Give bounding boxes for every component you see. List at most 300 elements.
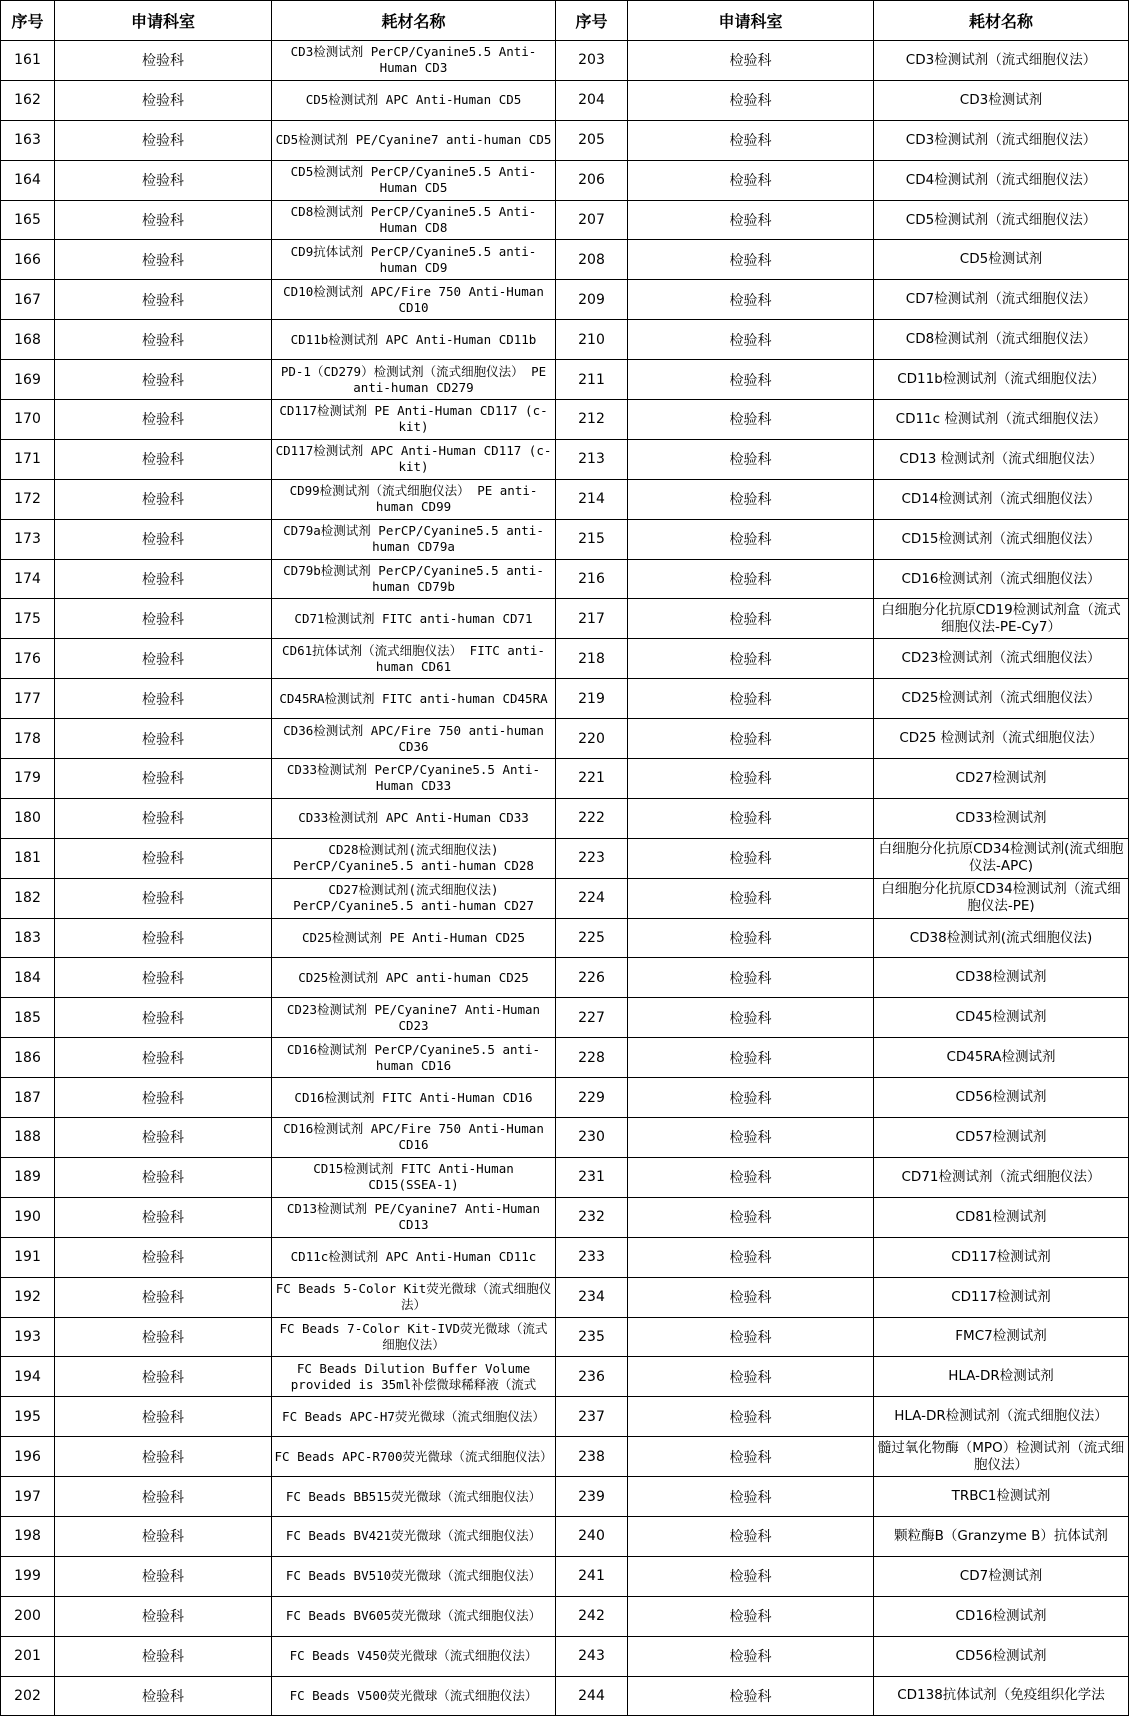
row-serial-no-2: 241 xyxy=(556,1556,628,1596)
row-supply-name: FC Beads V450荧光微球（流式细胞仪法） xyxy=(272,1636,556,1676)
row-serial-no: 183 xyxy=(1,918,55,958)
row-supply-name-2: CD8检测试剂（流式细胞仪法） xyxy=(874,320,1129,360)
row-serial-no: 191 xyxy=(1,1237,55,1277)
table-row xyxy=(1,1596,1129,1636)
row-department: 检验科 xyxy=(55,559,272,599)
row-department-2: 检验科 xyxy=(628,479,874,519)
row-serial-no: 164 xyxy=(1,160,55,200)
row-supply-name-2: HLA-DR检测试剂 xyxy=(874,1357,1129,1397)
row-supply-name: CD16检测试剂 FITC Anti-Human CD16 xyxy=(272,1078,556,1118)
table-row xyxy=(1,958,1129,998)
row-serial-no: 168 xyxy=(1,320,55,360)
row-supply-name: FC Beads V500荧光微球（流式细胞仪法） xyxy=(272,1676,556,1716)
row-serial-no-2: 227 xyxy=(556,998,628,1038)
row-supply-name-2: CD56检测试剂 xyxy=(874,1636,1129,1676)
table-row xyxy=(1,838,1129,878)
row-department: 检验科 xyxy=(55,798,272,838)
row-department-2: 检验科 xyxy=(628,878,874,918)
row-department: 检验科 xyxy=(55,1397,272,1437)
row-serial-no: 182 xyxy=(1,878,55,918)
row-department: 检验科 xyxy=(55,1676,272,1716)
row-serial-no: 179 xyxy=(1,759,55,799)
row-department: 检验科 xyxy=(55,1078,272,1118)
row-department: 检验科 xyxy=(55,958,272,998)
row-serial-no-2: 216 xyxy=(556,559,628,599)
row-supply-name-2: CD11b检测试剂（流式细胞仪法） xyxy=(874,360,1129,400)
row-serial-no: 195 xyxy=(1,1397,55,1437)
table-row xyxy=(1,1078,1129,1118)
row-serial-no: 177 xyxy=(1,679,55,719)
row-supply-name-2: CD57检测试剂 xyxy=(874,1118,1129,1158)
row-department-2: 检验科 xyxy=(628,1636,874,1676)
row-serial-no: 166 xyxy=(1,240,55,280)
row-supply-name: FC Beads BV510荧光微球（流式细胞仪法） xyxy=(272,1556,556,1596)
table-row xyxy=(1,1277,1129,1317)
row-supply-name: CD23检测试剂 PE/Cyanine7 Anti-Human CD23 xyxy=(272,998,556,1038)
table-row xyxy=(1,280,1129,320)
row-department: 检验科 xyxy=(55,479,272,519)
row-supply-name: CD25检测试剂 PE Anti-Human CD25 xyxy=(272,918,556,958)
row-supply-name-2: CD3检测试剂（流式细胞仪法） xyxy=(874,120,1129,160)
row-serial-no-2: 243 xyxy=(556,1636,628,1676)
header-department: 申请科室 xyxy=(55,1,272,41)
row-department-2: 检验科 xyxy=(628,240,874,280)
row-department-2: 检验科 xyxy=(628,320,874,360)
row-serial-no: 174 xyxy=(1,559,55,599)
row-department-2: 检验科 xyxy=(628,1317,874,1357)
row-department-2: 检验科 xyxy=(628,1477,874,1517)
row-serial-no-2: 203 xyxy=(556,41,628,81)
row-serial-no-2: 220 xyxy=(556,719,628,759)
row-supply-name: PD-1（CD279）检测试剂（流式细胞仪法） PE anti-human CD279 xyxy=(272,360,556,400)
table-row xyxy=(1,1477,1129,1517)
row-supply-name-2: CD38检测试剂 xyxy=(874,958,1129,998)
row-serial-no: 186 xyxy=(1,1038,55,1078)
row-department: 检验科 xyxy=(55,519,272,559)
row-supply-name: FC Beads BV421荧光微球（流式细胞仪法） xyxy=(272,1516,556,1556)
row-serial-no: 199 xyxy=(1,1556,55,1596)
row-serial-no-2: 204 xyxy=(556,80,628,120)
row-supply-name-2: CD33检测试剂 xyxy=(874,798,1129,838)
table-row xyxy=(1,41,1129,81)
row-department-2: 检验科 xyxy=(628,918,874,958)
row-department: 检验科 xyxy=(55,1277,272,1317)
row-department: 检验科 xyxy=(55,998,272,1038)
row-department: 检验科 xyxy=(55,878,272,918)
row-department: 检验科 xyxy=(55,360,272,400)
row-department-2: 检验科 xyxy=(628,160,874,200)
row-department: 检验科 xyxy=(55,439,272,479)
row-serial-no: 178 xyxy=(1,719,55,759)
table-row xyxy=(1,798,1129,838)
row-supply-name-2: 髓过氧化物酶（MPO）检测试剂（流式细胞仪法） xyxy=(874,1437,1129,1477)
row-department-2: 检验科 xyxy=(628,798,874,838)
row-supply-name: CD71检测试剂 FITC anti-human CD71 xyxy=(272,599,556,639)
row-serial-no: 187 xyxy=(1,1078,55,1118)
row-department: 检验科 xyxy=(55,240,272,280)
row-supply-name-2: CD4检测试剂（流式细胞仪法） xyxy=(874,160,1129,200)
row-department: 检验科 xyxy=(55,639,272,679)
row-serial-no: 181 xyxy=(1,838,55,878)
row-supply-name-2: CD7检测试剂（流式细胞仪法） xyxy=(874,280,1129,320)
table-row xyxy=(1,240,1129,280)
row-supply-name: CD79b检测试剂 PerCP/Cyanine5.5 anti-human CD79b xyxy=(272,559,556,599)
table-row xyxy=(1,719,1129,759)
row-department: 检验科 xyxy=(55,1237,272,1277)
row-department-2: 检验科 xyxy=(628,719,874,759)
row-supply-name: CD28检测试剂(流式细胞仪法) PerCP/Cyanine5.5 anti-human CD28 xyxy=(272,838,556,878)
row-serial-no: 173 xyxy=(1,519,55,559)
row-serial-no: 176 xyxy=(1,639,55,679)
row-department-2: 检验科 xyxy=(628,1397,874,1437)
row-serial-no: 180 xyxy=(1,798,55,838)
row-serial-no: 163 xyxy=(1,120,55,160)
row-serial-no-2: 223 xyxy=(556,838,628,878)
row-department: 检验科 xyxy=(55,41,272,81)
table-row xyxy=(1,998,1129,1038)
row-supply-name: CD16检测试剂 APC/Fire 750 Anti-Human CD16 xyxy=(272,1118,556,1158)
row-department: 检验科 xyxy=(55,719,272,759)
row-serial-no: 185 xyxy=(1,998,55,1038)
row-serial-no-2: 237 xyxy=(556,1397,628,1437)
row-supply-name-2: CD3检测试剂 xyxy=(874,80,1129,120)
row-serial-no: 193 xyxy=(1,1317,55,1357)
row-department-2: 检验科 xyxy=(628,1078,874,1118)
table-row xyxy=(1,639,1129,679)
row-supply-name: CD15检测试剂 FITC Anti-Human CD15(SSEA-1) xyxy=(272,1157,556,1197)
header-supply-name: 耗材名称 xyxy=(272,1,556,41)
row-supply-name-2: TRBC1检测试剂 xyxy=(874,1477,1129,1517)
row-department: 检验科 xyxy=(55,599,272,639)
row-supply-name: CD27检测试剂(流式细胞仪法) PerCP/Cyanine5.5 anti-human CD27 xyxy=(272,878,556,918)
row-supply-name: CD117检测试剂 PE Anti-Human CD117 (c-kit) xyxy=(272,400,556,440)
row-serial-no: 200 xyxy=(1,1596,55,1636)
row-serial-no: 194 xyxy=(1,1357,55,1397)
row-serial-no-2: 231 xyxy=(556,1157,628,1197)
row-serial-no-2: 217 xyxy=(556,599,628,639)
row-supply-name-2: CD3检测试剂（流式细胞仪法） xyxy=(874,41,1129,81)
row-supply-name-2: CD5检测试剂 xyxy=(874,240,1129,280)
row-serial-no: 188 xyxy=(1,1118,55,1158)
header-serial-no-2: 序号 xyxy=(556,1,628,41)
row-department-2: 检验科 xyxy=(628,1556,874,1596)
table-row xyxy=(1,559,1129,599)
row-serial-no-2: 242 xyxy=(556,1596,628,1636)
table-row xyxy=(1,1157,1129,1197)
row-department: 检验科 xyxy=(55,1556,272,1596)
row-serial-no-2: 208 xyxy=(556,240,628,280)
row-supply-name: CD117检测试剂 APC Anti-Human CD117 (c-kit) xyxy=(272,439,556,479)
row-serial-no: 172 xyxy=(1,479,55,519)
table-row xyxy=(1,878,1129,918)
row-serial-no-2: 224 xyxy=(556,878,628,918)
row-department: 检验科 xyxy=(55,838,272,878)
row-supply-name-2: 白细胞分化抗原CD34检测试剂（流式细胞仪法-PE) xyxy=(874,878,1129,918)
row-department: 检验科 xyxy=(55,1437,272,1477)
table-row xyxy=(1,160,1129,200)
header-serial-no: 序号 xyxy=(1,1,55,41)
row-serial-no: 167 xyxy=(1,280,55,320)
row-serial-no-2: 225 xyxy=(556,918,628,958)
row-supply-name: FC Beads 5-Color Kit荧光微球（流式细胞仪法） xyxy=(272,1277,556,1317)
table-row xyxy=(1,679,1129,719)
row-supply-name-2: CD45RA检测试剂 xyxy=(874,1038,1129,1078)
row-supply-name: CD11c检测试剂 APC Anti-Human CD11c xyxy=(272,1237,556,1277)
row-supply-name: FC Beads 7-Color Kit-IVD荧光微球（流式细胞仪法） xyxy=(272,1317,556,1357)
row-serial-no-2: 232 xyxy=(556,1197,628,1237)
table-row xyxy=(1,1516,1129,1556)
table-row xyxy=(1,1237,1129,1277)
row-department-2: 检验科 xyxy=(628,120,874,160)
row-supply-name: CD5检测试剂 PerCP/Cyanine5.5 Anti-Human CD5 xyxy=(272,160,556,200)
row-department: 检验科 xyxy=(55,1357,272,1397)
row-serial-no: 165 xyxy=(1,200,55,240)
row-supply-name: CD99检测试剂（流式细胞仪法） PE anti-human CD99 xyxy=(272,479,556,519)
row-department: 检验科 xyxy=(55,120,272,160)
row-department: 检验科 xyxy=(55,918,272,958)
row-department: 检验科 xyxy=(55,1596,272,1636)
row-supply-name-2: CD23检测试剂（流式细胞仪法） xyxy=(874,639,1129,679)
row-supply-name-2: CD138抗体试剂（免疫组织化学法 xyxy=(874,1676,1129,1716)
row-supply-name-2: CD25 检测试剂（流式细胞仪法） xyxy=(874,719,1129,759)
table-row xyxy=(1,759,1129,799)
row-department-2: 检验科 xyxy=(628,599,874,639)
row-supply-name-2: CD71检测试剂（流式细胞仪法） xyxy=(874,1157,1129,1197)
row-supply-name-2: CD15检测试剂（流式细胞仪法） xyxy=(874,519,1129,559)
row-serial-no: 170 xyxy=(1,400,55,440)
row-department-2: 检验科 xyxy=(628,1437,874,1477)
row-supply-name: CD61抗体试剂（流式细胞仪法） FITC anti-human CD61 xyxy=(272,639,556,679)
row-supply-name-2: CD5检测试剂（流式细胞仪法） xyxy=(874,200,1129,240)
row-supply-name: FC Beads BB515荧光微球（流式细胞仪法） xyxy=(272,1477,556,1517)
row-supply-name-2: CD11c 检测试剂（流式细胞仪法） xyxy=(874,400,1129,440)
row-department-2: 检验科 xyxy=(628,1197,874,1237)
header-supply-name-2: 耗材名称 xyxy=(874,1,1129,41)
row-department-2: 检验科 xyxy=(628,1237,874,1277)
row-serial-no: 161 xyxy=(1,41,55,81)
row-department: 检验科 xyxy=(55,320,272,360)
row-serial-no: 171 xyxy=(1,439,55,479)
row-serial-no-2: 211 xyxy=(556,360,628,400)
row-serial-no-2: 206 xyxy=(556,160,628,200)
row-supply-name: CD10检测试剂 APC/Fire 750 Anti-Human CD10 xyxy=(272,280,556,320)
row-supply-name-2: 颗粒酶B（Granzyme B）抗体试剂 xyxy=(874,1516,1129,1556)
row-supply-name: CD8检测试剂 PerCP/Cyanine5.5 Anti-Human CD8 xyxy=(272,200,556,240)
row-department: 检验科 xyxy=(55,160,272,200)
row-department: 检验科 xyxy=(55,1038,272,1078)
row-supply-name-2: CD56检测试剂 xyxy=(874,1078,1129,1118)
row-supply-name: CD45RA检测试剂 FITC anti-human CD45RA xyxy=(272,679,556,719)
row-supply-name: FC Beads BV605荧光微球（流式细胞仪法） xyxy=(272,1596,556,1636)
row-serial-no: 202 xyxy=(1,1676,55,1716)
table-row xyxy=(1,1556,1129,1596)
row-serial-no: 175 xyxy=(1,599,55,639)
row-department: 检验科 xyxy=(55,280,272,320)
table-row xyxy=(1,479,1129,519)
row-supply-name-2: CD16检测试剂 xyxy=(874,1596,1129,1636)
row-supply-name: CD11b检测试剂 APC Anti-Human CD11b xyxy=(272,320,556,360)
row-serial-no-2: 238 xyxy=(556,1437,628,1477)
table-row xyxy=(1,80,1129,120)
row-supply-name: CD13检测试剂 PE/Cyanine7 Anti-Human CD13 xyxy=(272,1197,556,1237)
table-row xyxy=(1,360,1129,400)
row-supply-name: CD33检测试剂 PerCP/Cyanine5.5 Anti-Human CD33 xyxy=(272,759,556,799)
row-serial-no: 190 xyxy=(1,1197,55,1237)
row-department: 检验科 xyxy=(55,400,272,440)
row-supply-name-2: HLA-DR检测试剂（流式细胞仪法） xyxy=(874,1397,1129,1437)
table-row xyxy=(1,1676,1129,1716)
row-department-2: 检验科 xyxy=(628,1357,874,1397)
table-row xyxy=(1,918,1129,958)
row-serial-no: 192 xyxy=(1,1277,55,1317)
row-department-2: 检验科 xyxy=(628,1038,874,1078)
row-supply-name-2: CD27检测试剂 xyxy=(874,759,1129,799)
row-serial-no: 162 xyxy=(1,80,55,120)
table-row xyxy=(1,1118,1129,1158)
row-serial-no: 169 xyxy=(1,360,55,400)
row-department-2: 检验科 xyxy=(628,1596,874,1636)
row-department: 检验科 xyxy=(55,1197,272,1237)
row-serial-no-2: 239 xyxy=(556,1477,628,1517)
row-department: 检验科 xyxy=(55,1317,272,1357)
header-department-2: 申请科室 xyxy=(628,1,874,41)
row-department: 检验科 xyxy=(55,1118,272,1158)
table-row xyxy=(1,1397,1129,1437)
row-department: 检验科 xyxy=(55,1157,272,1197)
row-serial-no-2: 240 xyxy=(556,1516,628,1556)
row-serial-no-2: 218 xyxy=(556,639,628,679)
row-supply-name-2: CD117检测试剂 xyxy=(874,1277,1129,1317)
row-supply-name: FC Beads APC-H7荧光微球（流式细胞仪法） xyxy=(272,1397,556,1437)
row-supply-name: CD3检测试剂 PerCP/Cyanine5.5 Anti-Human CD3 xyxy=(272,41,556,81)
row-department-2: 检验科 xyxy=(628,838,874,878)
row-serial-no-2: 214 xyxy=(556,479,628,519)
row-supply-name: CD36检测试剂 APC/Fire 750 anti-human CD36 xyxy=(272,719,556,759)
row-serial-no-2: 230 xyxy=(556,1118,628,1158)
table-row xyxy=(1,1038,1129,1078)
row-serial-no-2: 213 xyxy=(556,439,628,479)
row-serial-no-2: 207 xyxy=(556,200,628,240)
row-serial-no-2: 212 xyxy=(556,400,628,440)
row-department-2: 检验科 xyxy=(628,80,874,120)
row-department-2: 检验科 xyxy=(628,1157,874,1197)
table-row xyxy=(1,1197,1129,1237)
row-serial-no-2: 244 xyxy=(556,1676,628,1716)
row-serial-no-2: 221 xyxy=(556,759,628,799)
row-department-2: 检验科 xyxy=(628,1676,874,1716)
row-supply-name-2: CD13 检测试剂（流式细胞仪法） xyxy=(874,439,1129,479)
row-supply-name-2: CD38检测试剂(流式细胞仪法) xyxy=(874,918,1129,958)
row-department-2: 检验科 xyxy=(628,1118,874,1158)
table-row xyxy=(1,400,1129,440)
row-serial-no-2: 205 xyxy=(556,120,628,160)
row-serial-no: 198 xyxy=(1,1516,55,1556)
row-department: 检验科 xyxy=(55,1516,272,1556)
row-department: 检验科 xyxy=(55,80,272,120)
row-department-2: 检验科 xyxy=(628,41,874,81)
row-serial-no-2: 236 xyxy=(556,1357,628,1397)
row-supply-name-2: 白细胞分化抗原CD19检测试剂盒（流式细胞仪法-PE-Cy7） xyxy=(874,599,1129,639)
row-department: 检验科 xyxy=(55,200,272,240)
row-supply-name-2: CD14检测试剂（流式细胞仪法） xyxy=(874,479,1129,519)
row-serial-no-2: 234 xyxy=(556,1277,628,1317)
row-department-2: 检验科 xyxy=(628,400,874,440)
row-department-2: 检验科 xyxy=(628,280,874,320)
row-department-2: 检验科 xyxy=(628,559,874,599)
row-serial-no: 196 xyxy=(1,1437,55,1477)
row-department-2: 检验科 xyxy=(628,958,874,998)
row-supply-name-2: 白细胞分化抗原CD34检测试剂(流式细胞仪法-APC) xyxy=(874,838,1129,878)
table-row xyxy=(1,519,1129,559)
row-supply-name: FC Beads APC-R700荧光微球（流式细胞仪法） xyxy=(272,1437,556,1477)
row-department: 检验科 xyxy=(55,1477,272,1517)
row-department-2: 检验科 xyxy=(628,519,874,559)
table-row xyxy=(1,120,1129,160)
row-supply-name-2: CD16检测试剂（流式细胞仪法） xyxy=(874,559,1129,599)
row-department-2: 检验科 xyxy=(628,1277,874,1317)
row-supply-name: CD25检测试剂 APC anti-human CD25 xyxy=(272,958,556,998)
table-header-row xyxy=(1,1,1129,41)
table-row xyxy=(1,200,1129,240)
row-supply-name: CD33检测试剂 APC Anti-Human CD33 xyxy=(272,798,556,838)
row-supply-name-2: CD81检测试剂 xyxy=(874,1197,1129,1237)
row-serial-no-2: 229 xyxy=(556,1078,628,1118)
row-department-2: 检验科 xyxy=(628,639,874,679)
row-supply-name: FC Beads Dilution Buffer Volume provided is 35ml补偿微球稀释液（流式 xyxy=(272,1357,556,1397)
row-supply-name-2: CD25检测试剂（流式细胞仪法） xyxy=(874,679,1129,719)
row-serial-no-2: 222 xyxy=(556,798,628,838)
row-serial-no: 201 xyxy=(1,1636,55,1676)
row-serial-no-2: 219 xyxy=(556,679,628,719)
row-serial-no-2: 210 xyxy=(556,320,628,360)
row-supply-name: CD9抗体试剂 PerCP/Cyanine5.5 anti-human CD9 xyxy=(272,240,556,280)
row-department-2: 检验科 xyxy=(628,998,874,1038)
row-supply-name-2: CD117检测试剂 xyxy=(874,1237,1129,1277)
row-serial-no-2: 209 xyxy=(556,280,628,320)
row-supply-name: CD5检测试剂 APC Anti-Human CD5 xyxy=(272,80,556,120)
row-department-2: 检验科 xyxy=(628,679,874,719)
row-serial-no-2: 226 xyxy=(556,958,628,998)
row-serial-no: 184 xyxy=(1,958,55,998)
row-serial-no-2: 233 xyxy=(556,1237,628,1277)
row-department-2: 检验科 xyxy=(628,1516,874,1556)
row-serial-no: 197 xyxy=(1,1477,55,1517)
row-department-2: 检验科 xyxy=(628,439,874,479)
row-serial-no: 189 xyxy=(1,1157,55,1197)
row-supply-name-2: CD7检测试剂 xyxy=(874,1556,1129,1596)
row-supply-name-2: CD45检测试剂 xyxy=(874,998,1129,1038)
table-row xyxy=(1,1437,1129,1477)
table-row xyxy=(1,439,1129,479)
row-supply-name-2: FMC7检测试剂 xyxy=(874,1317,1129,1357)
row-department-2: 检验科 xyxy=(628,200,874,240)
row-supply-name: CD5检测试剂 PE/Cyanine7 anti-human CD5 xyxy=(272,120,556,160)
row-department-2: 检验科 xyxy=(628,360,874,400)
row-department-2: 检验科 xyxy=(628,759,874,799)
table-row xyxy=(1,320,1129,360)
row-department: 检验科 xyxy=(55,679,272,719)
row-supply-name: CD79a检测试剂 PerCP/Cyanine5.5 anti-human CD79a xyxy=(272,519,556,559)
table-row xyxy=(1,1357,1129,1397)
table-row xyxy=(1,599,1129,639)
row-department: 检验科 xyxy=(55,759,272,799)
row-supply-name: CD16检测试剂 PerCP/Cyanine5.5 anti-human CD16 xyxy=(272,1038,556,1078)
row-serial-no-2: 215 xyxy=(556,519,628,559)
row-department: 检验科 xyxy=(55,1636,272,1676)
row-serial-no-2: 228 xyxy=(556,1038,628,1078)
table-row xyxy=(1,1317,1129,1357)
table-row xyxy=(1,1636,1129,1676)
